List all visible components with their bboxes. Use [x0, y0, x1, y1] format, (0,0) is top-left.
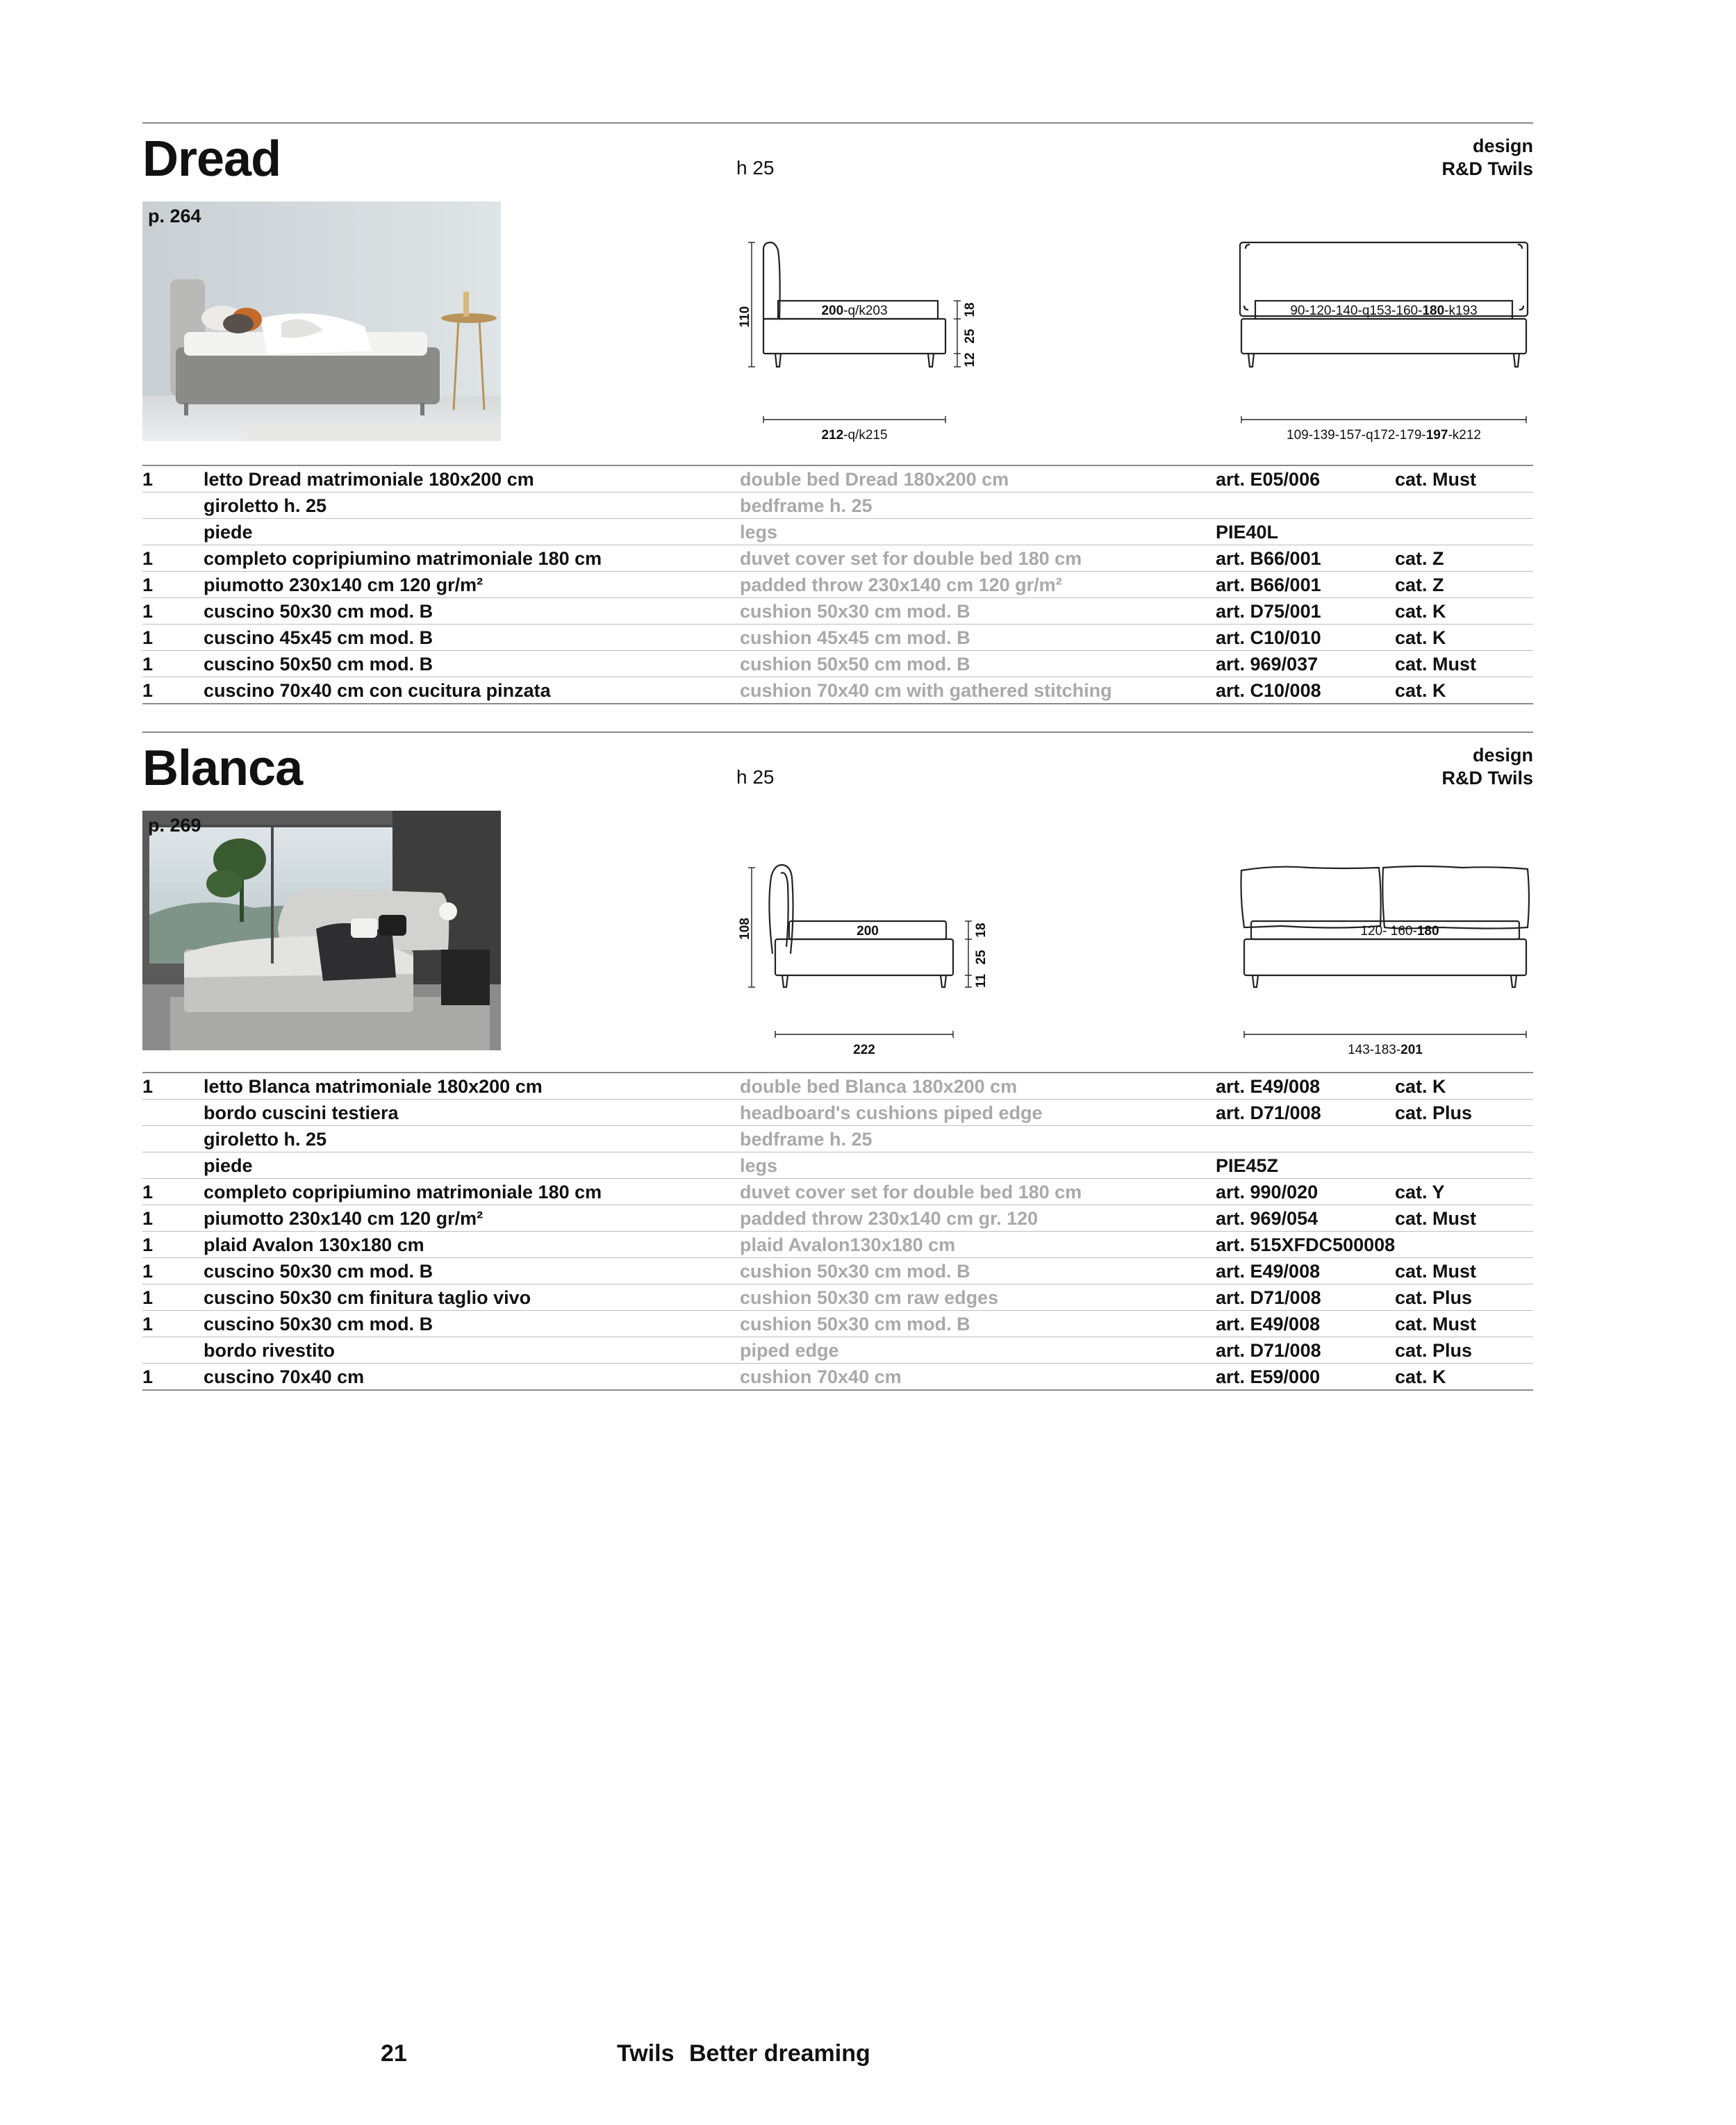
item-name-en: duvet cover set for double bed 180 cm	[740, 548, 1082, 569]
item-article: art. 990/020	[1216, 1182, 1318, 1202]
item-name-it: plaid Avalon 130x180 cm	[204, 1234, 424, 1255]
item-name-it: piumotto 230x140 cm 120 gr/m²	[204, 574, 483, 595]
bed-photo-illustration	[142, 811, 501, 1050]
item-name-it: piumotto 230x140 cm 120 gr/m²	[204, 1208, 483, 1229]
table-row	[142, 572, 1533, 598]
item-article: art. 515XFDC500008	[1216, 1234, 1396, 1255]
item-name-en: cushion 50x30 cm mod. B	[740, 1314, 970, 1334]
item-name-it: bordo cuscini testiera	[204, 1102, 399, 1123]
table-row	[142, 1232, 1533, 1258]
dim-right-2: 25	[974, 950, 989, 965]
item-name-it: completo copripiumino matrimoniale 180 cm	[204, 548, 602, 569]
dim-outer-length: 222	[853, 1043, 875, 1057]
dim-outer-width: 109-139-157-q172-179-197-k212	[1287, 428, 1481, 443]
item-name-it: cuscino 50x30 cm mod. B	[204, 601, 433, 622]
item-name-en: cushion 50x50 cm mod. B	[740, 654, 970, 675]
dim-inner-width: 90-120-140-q153-160-180-k193	[1290, 304, 1478, 318]
item-name-en: cushion 45x45 cm mod. B	[740, 627, 970, 648]
item-article: art. E59/000	[1216, 1366, 1321, 1387]
page-reference: p. 269	[148, 815, 201, 836]
item-category: cat. Must	[1395, 654, 1477, 675]
item-article: art. E49/008	[1216, 1076, 1321, 1097]
item-article: art. C10/010	[1216, 627, 1321, 648]
item-name-it: giroletto h. 25	[204, 495, 327, 516]
table-row	[142, 1364, 1533, 1391]
item-category: cat. Z	[1395, 574, 1444, 595]
item-category: cat. K	[1395, 680, 1446, 701]
dim-inner-width: 120- 160-180	[1360, 924, 1439, 939]
item-name-it: cuscino 50x30 cm mod. B	[204, 1314, 433, 1334]
bed-photo-illustration	[142, 201, 501, 441]
side-view-diagram	[736, 240, 1011, 449]
item-name-en: cushion 50x30 cm mod. B	[740, 601, 970, 622]
item-article: art. D71/008	[1216, 1287, 1321, 1308]
item-qty: 1	[142, 680, 154, 701]
dim-right-1: 18	[963, 302, 977, 317]
table-row	[142, 677, 1533, 704]
item-category: cat. Must	[1395, 1314, 1477, 1334]
item-qty: 1	[142, 1287, 154, 1308]
table-row	[142, 1258, 1533, 1284]
item-name-en: double bed Dread 180x200 cm	[740, 469, 1009, 490]
item-qty: 1	[142, 548, 154, 569]
table-row	[142, 1179, 1533, 1205]
table-row	[142, 1072, 1533, 1100]
item-article: art. E49/008	[1216, 1261, 1321, 1282]
dim-height: 108	[738, 918, 752, 940]
item-article: art. E05/006	[1216, 469, 1321, 490]
design-label: design	[1472, 745, 1533, 766]
item-name-it: cuscino 50x50 cm mod. B	[204, 654, 433, 675]
height-label: h 25	[736, 157, 775, 179]
item-name-en: cushion 70x40 cm with gathered stitching	[740, 680, 1112, 701]
dim-height: 110	[738, 306, 752, 328]
item-name-it: letto Dread matrimoniale 180x200 cm	[204, 469, 534, 490]
item-article: PIE40L	[1216, 522, 1279, 543]
side-view-diagram	[736, 863, 1011, 1072]
height-label: h 25	[736, 766, 775, 788]
item-name-en: padded throw 230x140 cm 120 gr/m²	[740, 574, 1062, 595]
table-row	[142, 465, 1533, 493]
footer-brand: Twils	[617, 2040, 675, 2067]
item-category: cat. Must	[1395, 1208, 1477, 1229]
dim-inner-length: 200	[857, 924, 879, 939]
item-category: cat. Must	[1395, 469, 1477, 490]
product-photo	[142, 811, 501, 1050]
item-name-en: padded throw 230x140 cm gr. 120	[740, 1208, 1039, 1229]
table-row	[142, 493, 1533, 519]
designer-name: R&D Twils	[1441, 768, 1533, 788]
table-row	[142, 1337, 1533, 1364]
dim-right-3: 11	[974, 973, 989, 989]
table-row	[142, 519, 1533, 545]
item-name-en: cushion 50x30 cm raw edges	[740, 1287, 999, 1308]
item-name-en: piped edge	[740, 1340, 839, 1361]
item-category: cat. Y	[1395, 1182, 1445, 1202]
item-article: art. B66/001	[1216, 574, 1321, 595]
item-article: art. 969/054	[1216, 1208, 1318, 1229]
item-article: art. B66/001	[1216, 548, 1321, 569]
item-qty: 1	[142, 654, 154, 675]
product-title: Dread	[142, 131, 281, 187]
item-name-en: bedframe h. 25	[740, 495, 873, 516]
item-name-en: legs	[740, 1155, 778, 1176]
item-article: art. 969/037	[1216, 654, 1318, 675]
product-title: Blanca	[142, 741, 303, 796]
item-article: art. D71/008	[1216, 1102, 1321, 1123]
item-name-en: duvet cover set for double bed 180 cm	[740, 1182, 1082, 1202]
spec-table	[142, 1072, 1533, 1391]
spec-table	[142, 465, 1533, 704]
item-name-en: legs	[740, 522, 778, 543]
item-name-en: bedframe h. 25	[740, 1129, 873, 1150]
footer-tagline: Better dreaming	[689, 2040, 870, 2067]
design-credit	[1441, 135, 1533, 181]
item-qty: 1	[142, 1182, 154, 1202]
item-name-it: piede	[204, 522, 253, 543]
page-reference: p. 264	[148, 206, 201, 226]
table-row	[142, 1126, 1533, 1152]
product-photo	[142, 201, 501, 441]
item-name-en: double bed Blanca 180x200 cm	[740, 1076, 1018, 1097]
item-category: cat. K	[1395, 627, 1446, 648]
table-row	[142, 625, 1533, 651]
item-article: art. C10/008	[1216, 680, 1321, 701]
item-qty: 1	[142, 601, 154, 622]
item-name-it: cuscino 50x30 cm mod. B	[204, 1261, 433, 1282]
item-category: cat. K	[1395, 1366, 1446, 1387]
table-row	[142, 1100, 1533, 1126]
item-name-it: cuscino 70x40 cm	[204, 1366, 365, 1387]
page-number: 21	[381, 2040, 407, 2067]
designer-name: R&D Twils	[1441, 158, 1533, 179]
item-qty: 1	[142, 1366, 154, 1387]
item-category: cat. Z	[1395, 548, 1444, 569]
dim-outer-length: 212-q/k215	[821, 428, 888, 443]
item-qty: 1	[142, 1234, 154, 1255]
item-article: art. D71/008	[1216, 1340, 1321, 1361]
item-qty: 1	[142, 1208, 154, 1229]
item-name-it: giroletto h. 25	[204, 1129, 327, 1150]
item-name-it: cuscino 70x40 cm con cucitura pinzata	[204, 680, 551, 701]
dim-inner-length: 200-q/k203	[821, 304, 888, 318]
item-category: cat. K	[1395, 601, 1446, 622]
table-row	[142, 1152, 1533, 1179]
item-category: cat. Must	[1395, 1261, 1477, 1282]
design-label: design	[1472, 135, 1533, 156]
dim-outer-width: 143-183-201	[1348, 1043, 1423, 1057]
item-article: art. E49/008	[1216, 1314, 1321, 1334]
item-name-en: plaid Avalon130x180 cm	[740, 1234, 956, 1255]
item-category: cat. Plus	[1395, 1102, 1473, 1123]
table-row	[142, 651, 1533, 677]
item-article: art. D75/001	[1216, 601, 1321, 622]
table-row	[142, 1205, 1533, 1232]
item-name-en: cushion 70x40 cm	[740, 1366, 902, 1387]
item-name-it: completo copripiumino matrimoniale 180 cm	[204, 1182, 602, 1202]
item-qty: 1	[142, 469, 154, 490]
table-row	[142, 1284, 1533, 1311]
section-top-rule	[142, 731, 1533, 733]
table-row	[142, 598, 1533, 625]
table-row	[142, 1311, 1533, 1337]
item-name-it: piede	[204, 1155, 253, 1176]
dim-right-2: 25	[963, 329, 977, 344]
item-name-it: letto Blanca matrimoniale 180x200 cm	[204, 1076, 543, 1097]
item-category: cat. K	[1395, 1076, 1446, 1097]
item-category: cat. Plus	[1395, 1287, 1473, 1308]
dim-right-1: 18	[974, 923, 989, 938]
item-name-en: cushion 50x30 cm mod. B	[740, 1261, 970, 1282]
design-credit	[1441, 744, 1533, 790]
item-article: PIE45Z	[1216, 1155, 1279, 1176]
item-name-it: bordo rivestito	[204, 1340, 336, 1361]
item-category: cat. Plus	[1395, 1340, 1473, 1361]
product-section-dread	[142, 122, 1533, 720]
section-top-rule	[142, 122, 1533, 124]
item-name-it: cuscino 45x45 cm mod. B	[204, 627, 433, 648]
front-view-diagram	[1233, 863, 1535, 1072]
front-view-diagram	[1233, 240, 1535, 449]
dim-right-3: 12	[963, 352, 977, 367]
item-qty: 1	[142, 1076, 154, 1097]
item-name-en: headboard's cushions piped edge	[740, 1102, 1043, 1123]
item-name-it: cuscino 50x30 cm finitura taglio vivo	[204, 1287, 531, 1308]
item-qty: 1	[142, 627, 154, 648]
product-section-blanca	[142, 731, 1533, 1426]
item-qty: 1	[142, 574, 154, 595]
item-qty: 1	[142, 1261, 154, 1282]
table-row	[142, 545, 1533, 572]
item-qty: 1	[142, 1314, 154, 1334]
